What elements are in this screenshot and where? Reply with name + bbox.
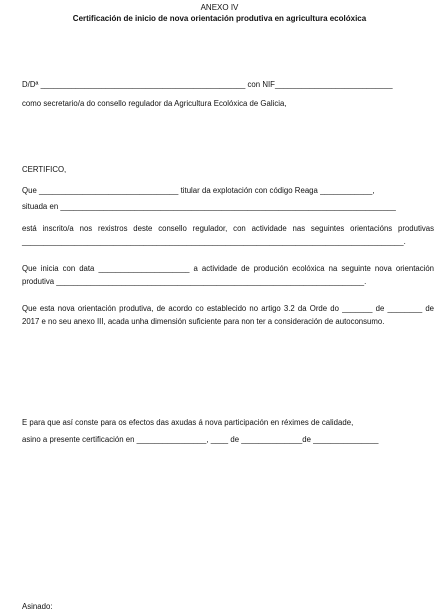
holder-line: Que ________________________________ titular da explotación con código Reaga ____________, [22,186,375,195]
annex-heading: ANEXO IV [200,3,239,12]
purpose-line: E para que así conste para os efectos das axudas á nova participación en réximes de calidade, [22,418,354,427]
document-title: Certificación de inicio de nova orientación produtiva en agricultura ecolóxica [72,14,367,23]
declarant-line: D/Dª _______________________________________________ con NIF___________________________ [22,80,393,89]
start-date-paragraph: Que inicia con data _____________________ a actividade de produción ecolóxica na seguinte nova orientación produtiva _______________________________________________________________________. [22,264,434,287]
signature-place-line: asino a presente certificación en ________________, ____ de ______________de _______________ [22,435,379,444]
secretary-line: como secretario/a do consello regulador da Agricultura Ecolóxica de Galicia, [22,99,287,108]
registration-paragraph: está inscrito/a nos rexistros deste consello regulador, con actividade nas seguintes orientacións produtivas ________________________________________________________________________________________. [22,224,434,247]
new-orientation-paragraph: Que esta nova orientación produtiva, de acordo co establecido no artigo 3.2 da Orde do _______ de ________ de 2017 e no seu anexo III, acada unha dimensión suficiente para non ter a consideración de autoconsumo. [22,304,434,327]
location-line: situada en _____________________________________________________________________________ [22,202,396,211]
certifico-heading: CERTIFICO, [22,165,67,174]
signed-label: Asinado: [22,602,53,611]
